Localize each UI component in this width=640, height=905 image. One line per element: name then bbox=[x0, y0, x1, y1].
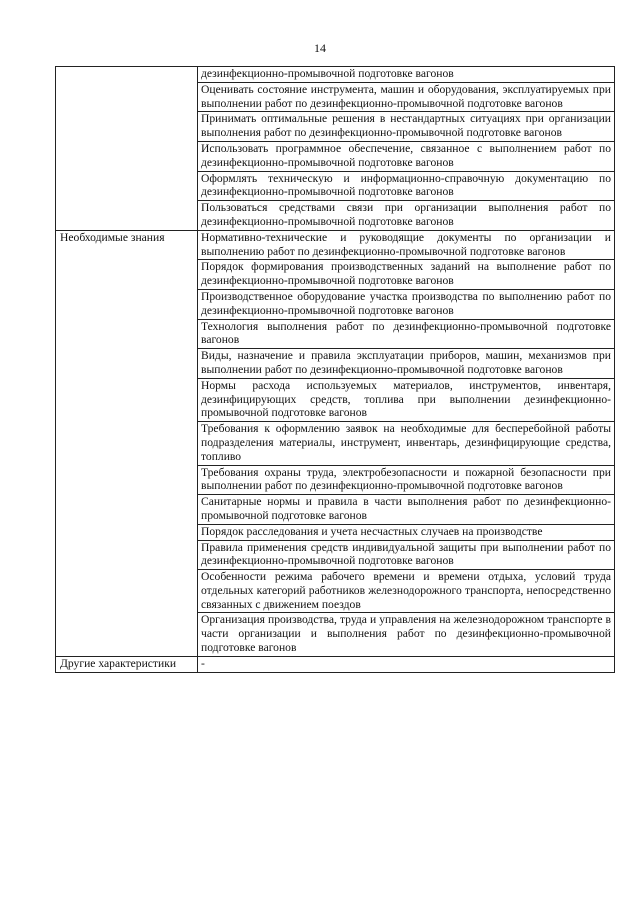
knowledge-cell: Санитарные нормы и правила в части выполнения работ по дезинфекционно-промывочной подготовке вагонов bbox=[198, 495, 615, 525]
skill-cell: Использовать программное обеспечение, связанное с выполнением работ по дезинфекционно-промывочной подготовке вагонов bbox=[198, 141, 615, 171]
knowledge-cell: Требования охраны труда, электробезопасности и пожарной безопасности при выполнении работ по дезинфекционно-промывочной подготовке вагонов bbox=[198, 465, 615, 495]
knowledge-cell: Виды, назначение и правила эксплуатации приборов, машин, механизмов при выполнении работ по дезинфекционно-промывочной подготовке вагонов bbox=[198, 349, 615, 379]
skill-cell: дезинфекционно-промывочной подготовке вагонов bbox=[198, 67, 615, 83]
knowledge-cell: Нормативно-технические и руководящие документы по организации и выполнению работ по дезинфекционно-промывочной подготовке вагонов bbox=[198, 230, 615, 260]
other-characteristics-label: Другие характеристики bbox=[56, 656, 198, 672]
table-row bbox=[56, 656, 615, 672]
skill-cell: Принимать оптимальные решения в нестандартных ситуациях при организации выполнения работ по дезинфекционно-промывочной подготовке вагонов bbox=[198, 112, 615, 142]
knowledge-cell: Организация производства, труда и управления на железнодорожном транспорте в части организации и выполнения работ по дезинфекционно-промывочной подготовке вагонов bbox=[198, 613, 615, 656]
knowledge-cell: Правила применения средств индивидуальной защиты при выполнении работ по дезинфекционно-промывочной подготовке вагонов bbox=[198, 540, 615, 570]
other-characteristics-value: - bbox=[198, 656, 615, 672]
knowledge-cell: Технология выполнения работ по дезинфекционно-промывочной подготовке вагонов bbox=[198, 319, 615, 349]
table-row bbox=[56, 67, 615, 83]
skills-label-cell bbox=[56, 67, 198, 231]
knowledge-cell: Порядок расследования и учета несчастных случаев на производстве bbox=[198, 524, 615, 540]
skill-cell: Пользоваться средствами связи при организации выполнения работ по дезинфекционно-промывочной подготовке вагонов bbox=[198, 201, 615, 231]
page-number: 14 bbox=[314, 41, 326, 55]
competency-table bbox=[55, 66, 615, 673]
knowledge-cell: Производственное оборудование участка производства по выполнению работ по дезинфекционно-промывочной подготовке вагонов bbox=[198, 289, 615, 319]
knowledge-cell: Особенности режима рабочего времени и времени отдыха, условий труда отдельных категорий работников железнодорожного транспорта, непосредственно связанных с движением поездов bbox=[198, 570, 615, 613]
knowledge-cell: Нормы расхода используемых материалов, инструментов, инвентаря, дезинфицирующих средств, топлива при выполнении дезинфекционно-промывочной подготовке вагонов bbox=[198, 378, 615, 421]
knowledge-cell: Порядок формирования производственных заданий на выполнение работ по дезинфекционно-промывочной подготовке вагонов bbox=[198, 260, 615, 290]
skill-cell: Оформлять техническую и информационно-справочную документацию по дезинфекционно-промывочной подготовке вагонов bbox=[198, 171, 615, 201]
table-row bbox=[56, 230, 615, 260]
knowledge-label: Необходимые знания bbox=[56, 230, 198, 656]
knowledge-cell: Требования к оформлению заявок на необходимые для бесперебойной работы подразделения материалы, инструмент, инвентарь, дезинфицирующие средства, топливо bbox=[198, 422, 615, 465]
skill-cell: Оценивать состояние инструмента, машин и оборудования, эксплуатируемых при выполнении работ по дезинфекционно-промывочной подготовке вагонов bbox=[198, 82, 615, 112]
